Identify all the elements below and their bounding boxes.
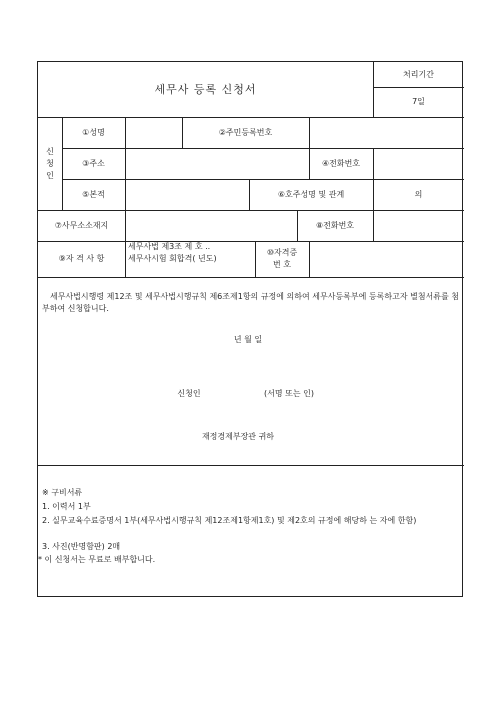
origin-field[interactable] — [125, 179, 249, 210]
name-label: ①성명 — [82, 127, 105, 137]
processing-period-label: 처리기간 — [403, 69, 434, 79]
origin-label: ⑤본적 — [82, 189, 105, 199]
certificate-number-label-line: ⑩자격증 — [266, 248, 298, 257]
applicant-label — [38, 117, 62, 210]
required-document-item: 3. 사진(반명함판) 2매 — [42, 542, 121, 551]
name-field[interactable] — [125, 117, 182, 148]
resident-number-field[interactable] — [309, 117, 464, 148]
qualification-field[interactable] — [125, 241, 255, 277]
applicant-label-char: 청 — [46, 158, 54, 168]
qualification-label: ⑨자 격 사 항 — [58, 254, 105, 263]
signature-note: (서명 또는 인) — [264, 389, 314, 398]
addressee: 재정경제부장관 귀하 — [201, 432, 275, 441]
office-phone-label: ⑧전화번호 — [315, 220, 355, 230]
resident-number-label: ②주민등록번호 — [218, 127, 273, 137]
office-address-field[interactable] — [125, 210, 297, 241]
required-document-item: 2. 실무교육수료증명서 1부(세무사법시행규칙 제12조제1항제1호) 및 제2호의 규정에 해당하 는 자에 한함) — [42, 516, 417, 525]
address-label: ③주소 — [82, 158, 105, 168]
application-statement: 세무사법시행령 제12조 및 세무사법시행규칙 제6조제1항의 규정에 의하여 세무사등록부에 등록하고자 별첨서류를 첨부하여 신청합니다. — [42, 292, 460, 313]
qualification-line: 세무사시험 회합격( 년도) — [128, 254, 217, 263]
office-address-label: ⑦사무소소재지 — [54, 220, 109, 230]
required-document-item: 1. 이력서 1부 — [42, 502, 91, 511]
free-distribution-note: * 이 신청서는 무료로 배부합니다. — [38, 555, 156, 564]
certificate-number-label — [255, 241, 309, 277]
form-title: 세무사 등록 신청서 — [154, 82, 257, 96]
applicant-signer-label: 신청인 — [177, 389, 201, 398]
applicant-label-char: 인 — [46, 170, 54, 180]
address-field[interactable] — [125, 148, 309, 179]
qualification-line: 세무사법 제3조 제 호 .. — [128, 242, 211, 251]
required-documents-heading: ※ 구비서류 — [42, 488, 83, 497]
application-date: 년 월 일 — [233, 335, 263, 344]
applicant-label-char: 신 — [46, 146, 54, 156]
office-phone-field[interactable] — [373, 210, 464, 241]
phone-label: ④전화번호 — [321, 158, 361, 168]
processing-period-value: 7일 — [412, 97, 425, 106]
registration-form — [37, 61, 463, 597]
household-head-label: ⑥호주성명 및 관계 — [277, 189, 345, 199]
certificate-number-label-line: 번 호 — [273, 260, 291, 269]
household-head-field[interactable]: 의 — [414, 189, 423, 199]
phone-field[interactable] — [373, 148, 464, 179]
certificate-number-field[interactable] — [309, 241, 464, 277]
